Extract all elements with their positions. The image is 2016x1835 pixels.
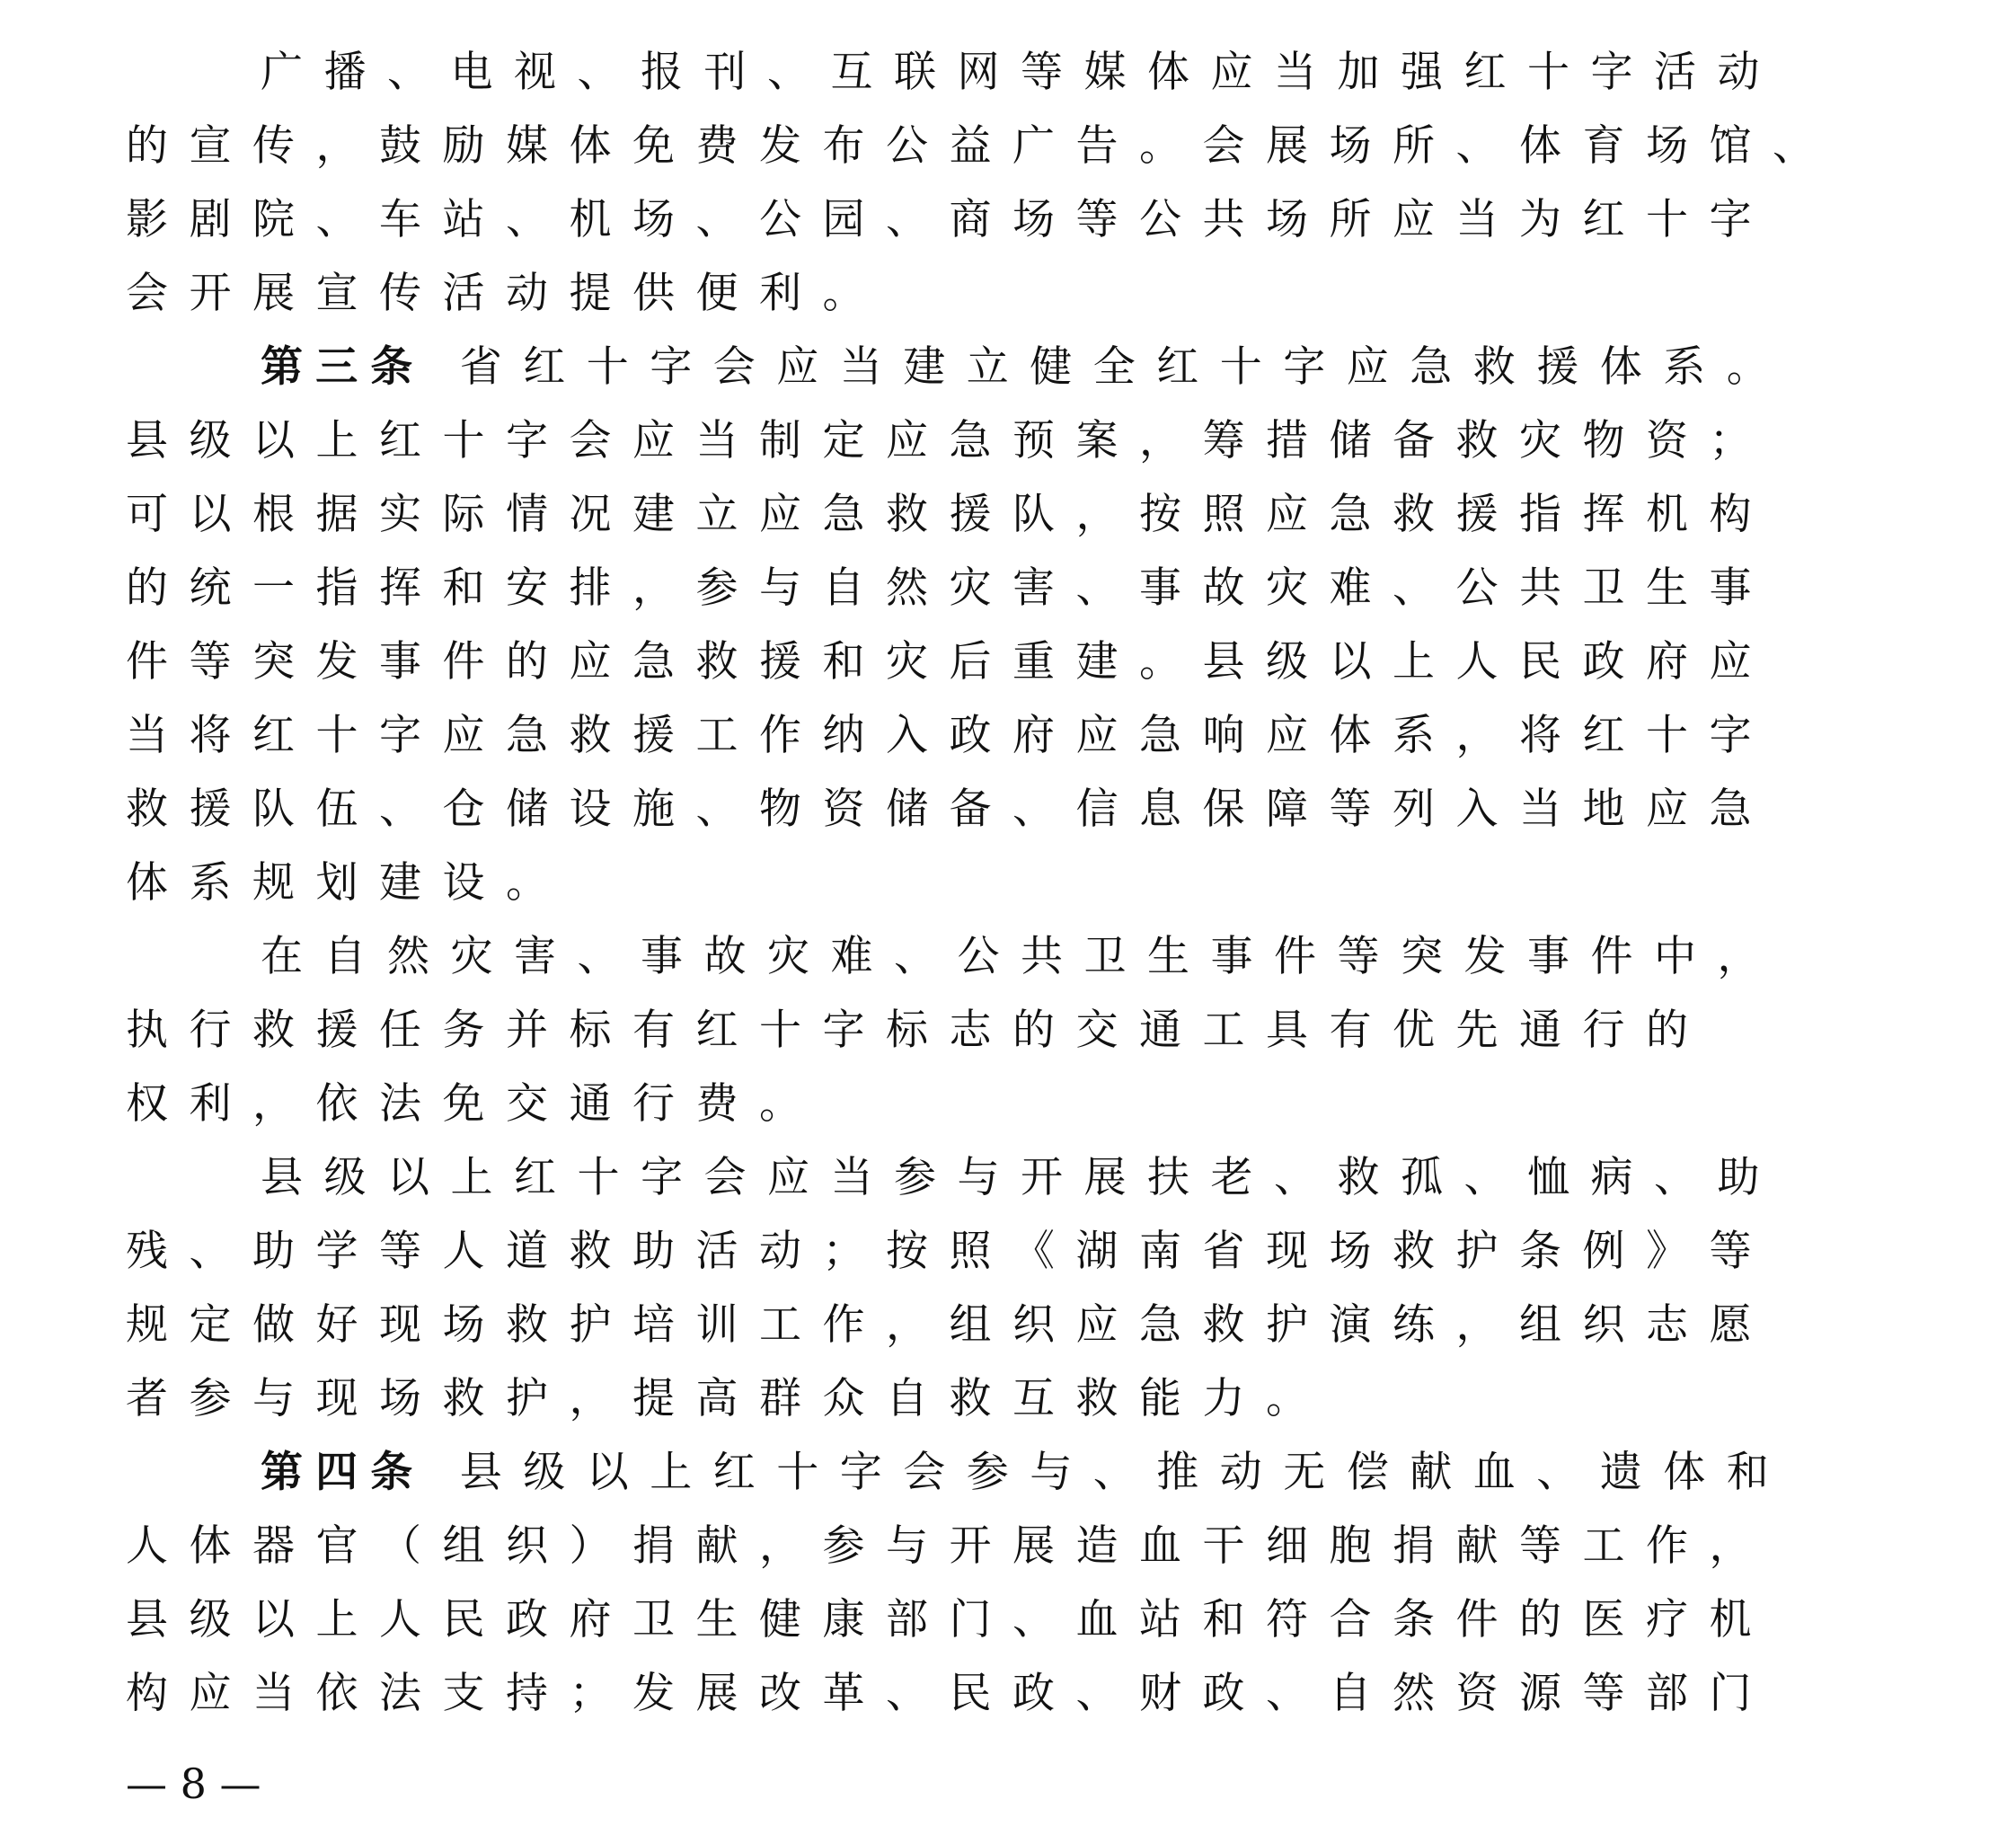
line-text: 规定做好现场救护培训工作，组织应急救护演练，组织志愿 bbox=[126, 1300, 1773, 1350]
text-line bbox=[126, 183, 1773, 257]
text-line bbox=[126, 1289, 1773, 1362]
line-text: 权利，依法免交通行费。 bbox=[126, 1079, 823, 1129]
line-text: 体系规划建设。 bbox=[126, 858, 570, 908]
article-number: 第三条 bbox=[261, 342, 426, 392]
article-number: 第四条 bbox=[261, 1448, 426, 1497]
text-line bbox=[126, 699, 1773, 773]
text-line bbox=[126, 994, 1710, 1068]
page-number: — 8 — bbox=[126, 1760, 261, 1808]
line-text: 残、助学等人道救助活动；按照《湖南省现场救护条例》等 bbox=[126, 1227, 1773, 1276]
text-line bbox=[126, 552, 1773, 625]
text-line bbox=[126, 1583, 1773, 1657]
article-heading-line bbox=[261, 331, 1790, 404]
text-line bbox=[261, 920, 1781, 994]
line-text: 当将红十字应急救援工作纳入政府应急响应体系，将红十字 bbox=[126, 711, 1773, 760]
line-text: 广播、电视、报刊、互联网等媒体应当加强红十字活动 bbox=[261, 48, 1781, 97]
line-text: 县级以上红十字会应当参与开展扶老、救孤、恤病、助 bbox=[261, 1153, 1781, 1202]
line-text: 可以根据实际情况建立应急救援队，按照应急救援指挥机构 bbox=[126, 490, 1773, 539]
line-text: 执行救援任务并标有红十字标志的交通工具有优先通行的 bbox=[126, 1006, 1710, 1055]
line-text: 件等突发事件的应急救援和灾后重建。县级以上人民政府应 bbox=[126, 637, 1773, 687]
line-text: 省红十字会应当建立健全红十字应急救援体系。 bbox=[425, 342, 1791, 392]
line-text: 的宣传，鼓励媒体免费发布公益广告。会展场所、体育场馆、 bbox=[126, 121, 1836, 171]
text-line bbox=[261, 36, 1781, 110]
text-line bbox=[126, 257, 886, 331]
line-text: 会开展宣传活动提供便利。 bbox=[126, 269, 886, 318]
text-line bbox=[126, 625, 1773, 699]
article-heading-line bbox=[261, 1436, 1790, 1510]
line-text: 救援队伍、仓储设施、物资储备、信息保障等列入当地应急 bbox=[126, 785, 1773, 834]
text-line bbox=[126, 1068, 823, 1141]
text-line bbox=[126, 1510, 1773, 1583]
line-text: 构应当依法支持；发展改革、民政、财政、自然资源等部门 bbox=[126, 1669, 1773, 1718]
line-text: 影剧院、车站、机场、公园、商场等公共场所应当为红十字 bbox=[126, 195, 1773, 244]
text-line bbox=[126, 1657, 1773, 1731]
text-line bbox=[126, 110, 1836, 183]
line-text: 者参与现场救护，提高群众自救互救能力。 bbox=[126, 1374, 1330, 1423]
text-line bbox=[126, 1215, 1773, 1289]
text-line bbox=[126, 478, 1773, 552]
text-line bbox=[126, 404, 1773, 478]
text-line bbox=[126, 1362, 1330, 1436]
line-text: 的统一指挥和安排，参与自然灾害、事故灾难、公共卫生事 bbox=[126, 563, 1773, 613]
text-line bbox=[126, 847, 570, 920]
line-text: 县级以上红十字会参与、推动无偿献血、遗体和 bbox=[425, 1448, 1791, 1497]
text-line bbox=[126, 773, 1773, 847]
line-text: 县级以上红十字会应当制定应急预案，筹措储备救灾物资； bbox=[126, 416, 1773, 465]
text-line bbox=[261, 1141, 1781, 1215]
line-text: 人体器官（组织）捐献，参与开展造血干细胞捐献等工作， bbox=[126, 1521, 1773, 1571]
line-text: 在自然灾害、事故灾难、公共卫生事件等突发事件中， bbox=[261, 932, 1781, 981]
line-text: 县级以上人民政府卫生健康部门、血站和符合条件的医疗机 bbox=[126, 1595, 1773, 1644]
